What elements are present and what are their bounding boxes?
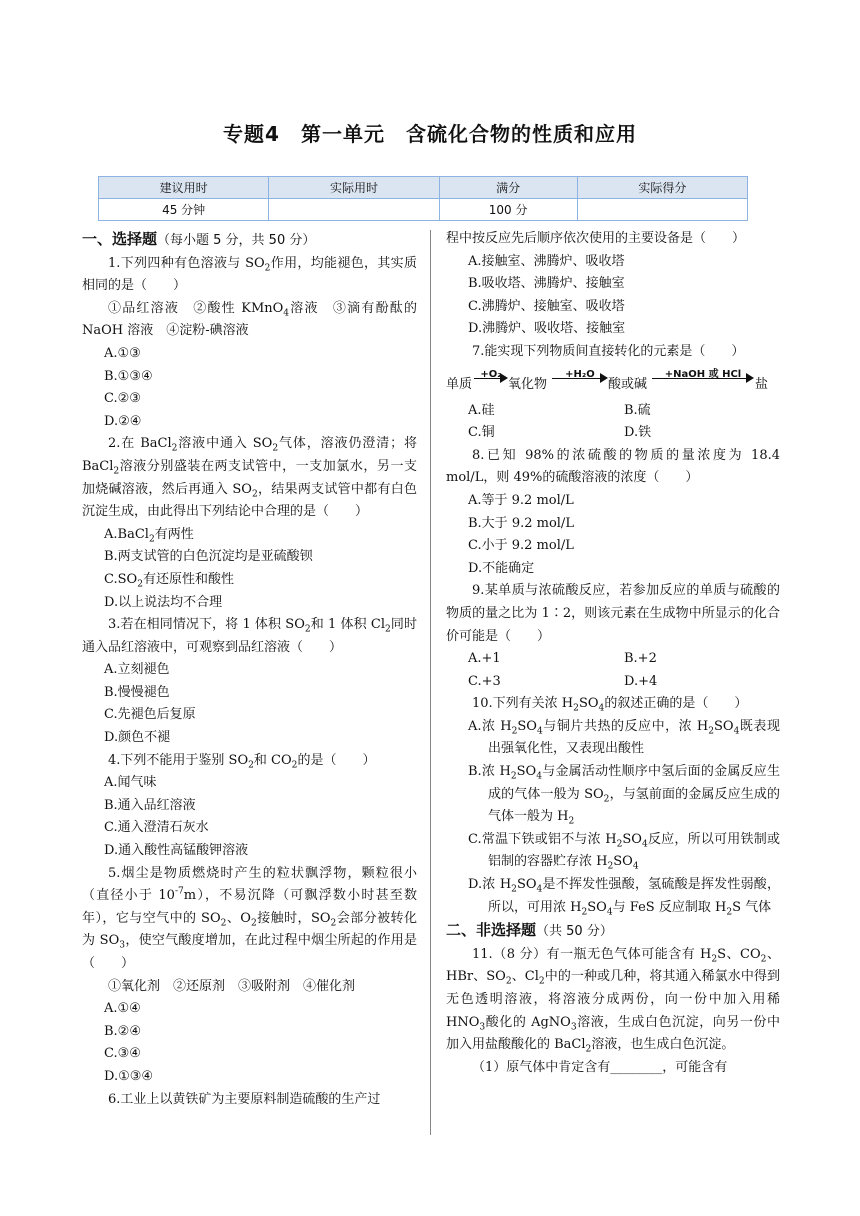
question-5-option-c: C.③④ (104, 1046, 141, 1062)
question-1-option-c: C.②③ (104, 391, 141, 407)
question-4-option-a: A.闻气味 (104, 775, 157, 791)
question-4-option-b: B.通入品红溶液 (104, 797, 196, 813)
question-6-option-d: D.沸腾炉、吸收塔、接触室 (468, 321, 626, 337)
question-6-option-c: C.沸腾炉、接触室、吸收塔 (468, 298, 625, 314)
question-10-option-d: D.浓 $H_2SO_4$是不挥发性强酸，氢硫酸是挥发性弱酸，所以，可用浓 $H_2SO_4$与 FeS 反应制取 $H_2S$ 气体 (468, 877, 780, 918)
question-4-option-c: C.通入澄清石灰水 (104, 820, 209, 836)
info-header-actual-time: 实际用时 (269, 177, 439, 199)
chain-salt: 盐 (755, 376, 769, 392)
question-8-option-d: D.不能确定 (468, 560, 535, 576)
question-8-option-b: B.大于 9.2 mol/L (468, 515, 574, 531)
question-8-option-c: C.小于 9.2 mol/L (468, 538, 574, 554)
question-9-option-d: D.+4 (624, 673, 658, 689)
question-5-option-a: A.①④ (104, 1001, 141, 1017)
question-1-option-d: D.②④ (104, 413, 142, 429)
question-7-stem: 7.能实现下列物质间直接转化的元素是（ ） (472, 343, 745, 359)
section-2-heading: 二、非选择题（共 50 分） (446, 921, 613, 940)
question-10-option-c: C.常温下铁或铝不与浓 $H_2SO_4$反应，所以可用铁制或铝制的容器贮存浓 $H_2SO_4$ (468, 831, 780, 873)
arrow-reagent-water: +H₂O (565, 368, 595, 380)
question-9-option-c: C.+3 (468, 673, 501, 689)
arrow-icon (474, 364, 508, 394)
info-value-actual-time (269, 199, 439, 221)
right-column (446, 228, 780, 1079)
question-1-items: ①品红溶液 ②酸性 KMnO$_4$溶液 ③滴有酚酞的NaOH 溶液 ④淀粉-碘溶液 (82, 300, 417, 339)
info-table (98, 176, 748, 221)
question-4-stem: 4.下列不能用于鉴别 $SO_2$和 $CO_2$的是（ ） (108, 752, 376, 771)
question-7-option-c: C.铜 (468, 425, 495, 441)
question-6-stem-end: 程中按反应先后顺序依次使用的主要设备是（ ） (446, 231, 746, 246)
question-2-option-c: $C.SO_2$有还原性和酸性 (104, 571, 234, 590)
question-7-options-ab (446, 400, 780, 423)
info-value-suggested-time: 45 分钟 (99, 199, 269, 221)
question-1-option-a: A.①③ (104, 345, 141, 361)
arrow-icon (652, 364, 754, 394)
arrow-reagent-naoh-hcl: +NaOH 或 HCl (664, 368, 742, 380)
question-2-stem: 2.在 BaCl$_2$溶液中通入 $SO_2$气体，溶液仍澄清；将 BaCl$_2$溶液分别盛装在两支试管中，一支加氯水，另一支加烧碱溶液，然后再通入 $SO_2$，结果两支试管中都有白色沉淀生成，由此得出下列结论中合理的是（ ） (82, 436, 417, 520)
info-header-full-score: 满分 (439, 177, 577, 199)
question-5-stem: 5.烟尘是物质燃烧时产生的粒状飘浮物，颗粒很小（直径小于 $10^{-7}m$），不易沉降（可飘浮数小时甚至数年），它与空气中的 $SO_2$、$O_2$接触时，$SO_2$会部分被转化为 $SO_3$，使空气酸度增加，在此过程中烟尘所起的作用是（ ） (82, 865, 417, 971)
question-6-stem-start: 6.工业上以黄铁矿为主要原料制造硫酸的生产过 (108, 1091, 381, 1107)
question-5-option-d: D.①③④ (104, 1068, 154, 1084)
info-table-value-row (99, 199, 748, 221)
section-1-heading: 一、选择题（每小题 5 分，共 50 分） (82, 230, 316, 248)
info-header-actual-score: 实际得分 (577, 177, 747, 199)
question-7-option-d: D.铁 (624, 425, 652, 441)
chain-element: 单质 (446, 376, 473, 392)
question-2-option-b: B.两支试管的白色沉淀均是亚硫酸钡 (104, 549, 313, 565)
question-3-option-d: D.颜色不褪 (104, 730, 171, 746)
question-7-options-cd (446, 422, 780, 445)
info-table-header-row (99, 177, 748, 199)
question-9-option-b: B.+2 (624, 651, 657, 667)
question-11-part-1: （1）原气体中肯定含有________，可能含有 (472, 1059, 728, 1075)
question-1-option-b: B.①③④ (104, 368, 153, 384)
question-3-option-a: A.立刻褪色 (104, 662, 170, 678)
info-value-actual-score (577, 199, 747, 221)
chain-acid-or-base: 酸或碱 (608, 376, 648, 392)
question-7-option-b: B.硫 (624, 402, 651, 418)
question-6-option-b: B.吸收塔、沸腾炉、接触室 (468, 276, 625, 292)
chain-oxide: 氧化物 (508, 376, 548, 392)
question-3-option-c: C.先褪色后复原 (104, 707, 196, 723)
info-value-full-score: 100 分 (439, 199, 577, 221)
question-7-option-a: A.硅 (468, 402, 495, 418)
column-divider (430, 230, 431, 1135)
question-9-options-ab (446, 648, 780, 671)
question-9-option-a: A.+1 (468, 651, 501, 667)
question-9-stem: 9.某单质与浓硫酸反应，若参加反应的单质与硫酸的物质的量之比为 1∶2，则该元素在生成物中所显示的化合价可能是（ ） (446, 583, 780, 644)
question-10-option-b: B.浓 $H_2SO_4$与金属活动性顺序中氢后面的金属反应生成的气体一般为 $SO_2$，与氢前面的金属反应生成的气体一般为 $H_2$ (468, 764, 780, 827)
arrow-icon (552, 364, 608, 394)
question-10-stem: 10.下列有关浓 $H_2SO_4$的叙述正确的是（ ） (472, 696, 748, 714)
arrow-reagent-oxygen: +O₂ (480, 368, 502, 380)
question-6-option-a: A.接触室、沸腾炉、吸收塔 (468, 253, 625, 269)
question-10-option-a: A.浓 $H_2SO_4$与铜片共热的反应中，浓 $H_2SO_4$既表现出强氧化性，又表现出酸性 (468, 718, 780, 757)
page-title: 专题4 第一单元 含硫化合物的性质和应用 (223, 122, 637, 146)
question-8-stem: 8.已知 98%的浓硫酸的物质的量浓度为 18.4 mol/L，则 49%的硫酸溶液的浓度（ ） (446, 447, 780, 486)
question-4-option-d: D.通入酸性高锰酸钾溶液 (104, 843, 249, 859)
question-3-option-b: B.慢慢褪色 (104, 684, 170, 700)
question-7-conversion-chain (446, 364, 780, 400)
question-11-stem: 11.（8 分）有一瓶无色气体可能含有 $H_2S$、$CO_2$、HBr、$SO_2$、$Cl_2$中的一种或几种，将其通入稀氯水中得到无色透明溶液，将溶液分成两份，向一份中加入用稀 $HNO_3$酸化的 AgNO$_3$溶液，生成白色沉淀，向另一份中加入用盐酸酸化的 BaCl$_2$溶液，也生成白色沉淀。 (446, 946, 781, 1055)
question-1-stem: 1.下列四种有色溶液与 $SO_2$作用，均能褪色，其实质相同的是（ ） (82, 255, 417, 294)
question-2-option-d: D.以上说法均不合理 (104, 594, 223, 610)
left-column (82, 228, 417, 1111)
question-8-option-a: A.等于 9.2 mol/L (468, 492, 574, 508)
question-5-items: ①氧化剂 ②还原剂 ③吸附剂 ④催化剂 (108, 978, 356, 994)
question-5-option-b: B.②④ (104, 1023, 141, 1039)
question-9-options-cd (446, 671, 780, 694)
info-header-suggested-time: 建议用时 (99, 177, 269, 199)
question-3-stem: 3.若在相同情况下，将 1 体积 $SO_2$和 1 体积 $Cl_2$同时通入品红溶液中，可观察到品红溶液（ ） (82, 617, 417, 655)
question-2-option-a: A.BaCl$_2$有两性 (104, 526, 194, 545)
